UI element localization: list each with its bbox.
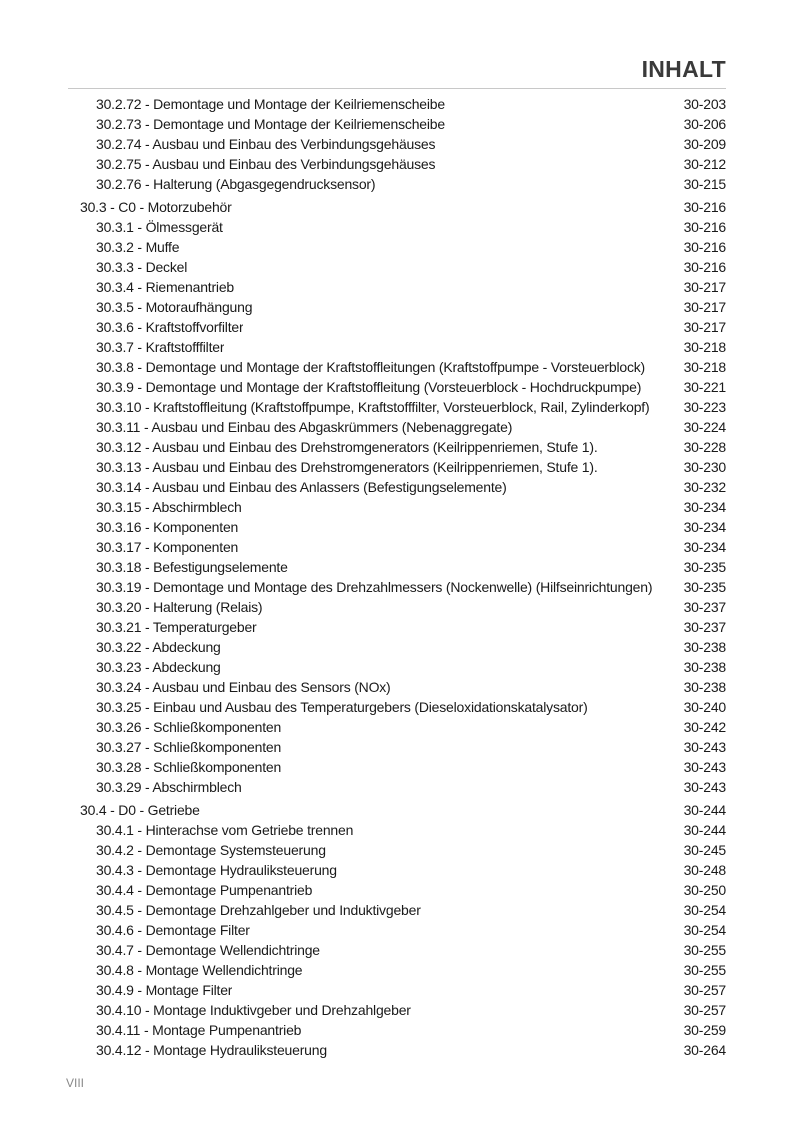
toc-entry-page: 30-254 xyxy=(683,902,726,918)
toc-entry[interactable] xyxy=(80,317,726,337)
toc-entry-page: 30-216 xyxy=(683,259,726,275)
toc-entry[interactable] xyxy=(80,457,726,477)
toc-entry[interactable] xyxy=(80,960,726,980)
toc-entry-title: 30.2.72 - Demontage und Montage der Keilriemenscheibe xyxy=(96,96,445,112)
toc-entry-page: 30-237 xyxy=(683,619,726,635)
toc-entry-page: 30-240 xyxy=(683,699,726,715)
toc-entry[interactable] xyxy=(80,940,726,960)
toc-entry-title: 30.3.1 - Ölmessgerät xyxy=(96,219,223,235)
toc-entry[interactable] xyxy=(80,777,726,797)
toc-entry-page: 30-206 xyxy=(683,116,726,132)
toc-entry-page: 30-257 xyxy=(683,982,726,998)
toc-entry-page: 30-212 xyxy=(683,156,726,172)
toc-entry-title: 30.3.14 - Ausbau und Einbau des Anlassers (Befestigungselemente) xyxy=(96,479,507,495)
toc-entry-title: 30.3.19 - Demontage und Montage des Drehzahlmessers (Nockenwelle) (Hilfseinrichtungen) xyxy=(96,579,653,595)
toc-entry-page: 30-237 xyxy=(683,599,726,615)
toc-entry[interactable] xyxy=(80,357,726,377)
toc-entry[interactable] xyxy=(80,517,726,537)
toc-entry-title: 30.3 - C0 - Motorzubehör xyxy=(80,199,232,215)
toc-entry-page: 30-244 xyxy=(683,802,726,818)
toc-entry-page: 30-216 xyxy=(683,219,726,235)
toc-entry[interactable] xyxy=(80,277,726,297)
toc-entry-title: 30.3.7 - Kraftstofffilter xyxy=(96,339,225,355)
toc-entry[interactable] xyxy=(80,880,726,900)
toc-entry-page: 30-216 xyxy=(683,239,726,255)
toc-entry[interactable] xyxy=(80,1040,726,1060)
toc-entry-page: 30-217 xyxy=(683,279,726,295)
toc-entry-title: 30.2.74 - Ausbau und Einbau des Verbindungsgehäuses xyxy=(96,136,436,152)
toc-entry-title: 30.4.4 - Demontage Pumpenantrieb xyxy=(96,882,313,898)
toc-entry-title: 30.3.28 - Schließkomponenten xyxy=(96,759,282,775)
toc-entry[interactable] xyxy=(80,257,726,277)
toc-entry[interactable] xyxy=(80,557,726,577)
toc-entry-title: 30.3.3 - Deckel xyxy=(96,259,188,275)
toc-entry-title: 30.3.16 - Komponenten xyxy=(96,519,239,535)
toc-entry-page: 30-235 xyxy=(683,559,726,575)
toc-entry-title: 30.3.26 - Schließkomponenten xyxy=(96,719,282,735)
toc-entry[interactable] xyxy=(80,657,726,677)
toc-entry-page: 30-217 xyxy=(683,319,726,335)
toc-entry-page: 30-254 xyxy=(683,922,726,938)
toc-entry[interactable] xyxy=(80,297,726,317)
toc-entry-page: 30-242 xyxy=(683,719,726,735)
toc-entry[interactable] xyxy=(80,1020,726,1040)
toc-entry-page: 30-234 xyxy=(683,499,726,515)
toc-entry[interactable] xyxy=(80,737,726,757)
toc-entry-page: 30-216 xyxy=(683,199,726,215)
toc-entry[interactable] xyxy=(80,637,726,657)
toc-entry-title: 30.4.2 - Demontage Systemsteuerung xyxy=(96,842,326,858)
toc-entry-title: 30.3.15 - Abschirmblech xyxy=(96,499,242,515)
toc-entry-title: 30.3.27 - Schließkomponenten xyxy=(96,739,282,755)
toc-entry-page: 30-217 xyxy=(683,299,726,315)
toc-entry-title: 30.4.10 - Montage Induktivgeber und Drehzahlgeber xyxy=(96,1002,411,1018)
toc-entry-title: 30.3.12 - Ausbau und Einbau des Drehstromgenerators (Keilrippenriemen, Stufe 1). xyxy=(96,439,598,455)
toc-entry-page: 30-238 xyxy=(683,679,726,695)
toc-entry-page: 30-243 xyxy=(683,779,726,795)
table-of-contents xyxy=(80,94,726,1060)
toc-entry-page: 30-248 xyxy=(683,862,726,878)
toc-entry-title: 30.3.21 - Temperaturgeber xyxy=(96,619,257,635)
toc-entry[interactable] xyxy=(80,417,726,437)
toc-entry-title: 30.3.29 - Abschirmblech xyxy=(96,779,242,795)
toc-section-entry[interactable] xyxy=(80,197,726,217)
toc-entry-page: 30-250 xyxy=(683,882,726,898)
toc-entry-page: 30-223 xyxy=(683,399,726,415)
toc-entry-page: 30-224 xyxy=(683,419,726,435)
toc-entry-page: 30-264 xyxy=(683,1042,726,1058)
toc-entry[interactable] xyxy=(80,617,726,637)
toc-entry-page: 30-218 xyxy=(683,339,726,355)
toc-entry[interactable] xyxy=(80,94,726,114)
toc-entry[interactable] xyxy=(80,217,726,237)
toc-entry[interactable] xyxy=(80,377,726,397)
toc-entry-page: 30-228 xyxy=(683,439,726,455)
toc-entry-title: 30.4.1 - Hinterachse vom Getriebe trennen xyxy=(96,822,354,838)
toc-entry-page: 30-215 xyxy=(683,176,726,192)
toc-entry[interactable] xyxy=(80,114,726,134)
header-divider xyxy=(68,88,726,89)
toc-entry-title: 30.3.23 - Abdeckung xyxy=(96,659,221,675)
toc-entry[interactable] xyxy=(80,437,726,457)
toc-entry-title: 30.4.11 - Montage Pumpenantrieb xyxy=(96,1022,302,1038)
toc-entry[interactable] xyxy=(80,497,726,517)
toc-entry-page: 30-245 xyxy=(683,842,726,858)
toc-entry-title: 30.4 - D0 - Getriebe xyxy=(80,802,200,818)
toc-entry-title: 30.3.24 - Ausbau und Einbau des Sensors (NOx) xyxy=(96,679,391,695)
toc-entry-title: 30.3.13 - Ausbau und Einbau des Drehstromgenerators (Keilrippenriemen, Stufe 1). xyxy=(96,459,598,475)
toc-entry[interactable] xyxy=(80,134,726,154)
toc-entry-page: 30-238 xyxy=(683,639,726,655)
toc-entry[interactable] xyxy=(80,717,726,737)
toc-entry-title: 30.4.3 - Demontage Hydrauliksteuerung xyxy=(96,862,337,878)
page-number: VIII xyxy=(66,1076,85,1090)
toc-entry[interactable] xyxy=(80,237,726,257)
toc-entry[interactable] xyxy=(80,597,726,617)
toc-entry-title: 30.4.5 - Demontage Drehzahlgeber und Induktivgeber xyxy=(96,902,421,918)
toc-entry-title: 30.3.11 - Ausbau und Einbau des Abgaskrümmers (Nebenaggregate) xyxy=(96,419,513,435)
toc-entry-page: 30-259 xyxy=(683,1022,726,1038)
toc-entry-page: 30-243 xyxy=(683,739,726,755)
toc-entry-title: 30.3.8 - Demontage und Montage der Kraftstoffleitungen (Kraftstoffpumpe - Vorsteuerblock) xyxy=(96,359,646,375)
toc-entry-title: 30.3.18 - Befestigungselemente xyxy=(96,559,288,575)
toc-entry-title: 30.4.12 - Montage Hydrauliksteuerung xyxy=(96,1042,327,1058)
toc-entry[interactable] xyxy=(80,900,726,920)
toc-entry-title: 30.4.8 - Montage Wellendichtringe xyxy=(96,962,303,978)
toc-entry-title: 30.2.73 - Demontage und Montage der Keilriemenscheibe xyxy=(96,116,445,132)
toc-entry-page: 30-243 xyxy=(683,759,726,775)
toc-entry-title: 30.3.9 - Demontage und Montage der Kraftstoffleitung (Vorsteuerblock - Hochdruckpumpe) xyxy=(96,379,642,395)
toc-entry[interactable] xyxy=(80,840,726,860)
toc-entry-page: 30-234 xyxy=(683,519,726,535)
toc-entry-page: 30-209 xyxy=(683,136,726,152)
toc-entry[interactable] xyxy=(80,860,726,880)
toc-entry[interactable] xyxy=(80,397,726,417)
toc-entry-title: 30.4.7 - Demontage Wellendichtringe xyxy=(96,942,320,958)
toc-entry-page: 30-257 xyxy=(683,1002,726,1018)
page-title: INHALT xyxy=(641,56,726,82)
toc-entry[interactable] xyxy=(80,1000,726,1020)
toc-entry[interactable] xyxy=(80,980,726,1000)
toc-entry-title: 30.3.2 - Muffe xyxy=(96,239,180,255)
toc-entry-title: 30.3.22 - Abdeckung xyxy=(96,639,221,655)
toc-entry-page: 30-235 xyxy=(683,579,726,595)
toc-entry-page: 30-232 xyxy=(683,479,726,495)
toc-entry[interactable] xyxy=(80,174,726,194)
toc-entry-title: 30.2.75 - Ausbau und Einbau des Verbindungsgehäuses xyxy=(96,156,436,172)
toc-entry-title: 30.3.5 - Motoraufhängung xyxy=(96,299,253,315)
toc-entry-title: 30.3.4 - Riemenantrieb xyxy=(96,279,235,295)
toc-entry-page: 30-244 xyxy=(683,822,726,838)
toc-entry[interactable] xyxy=(80,577,726,597)
toc-entry-page: 30-255 xyxy=(683,942,726,958)
toc-entry[interactable] xyxy=(80,337,726,357)
toc-entry-title: 30.3.17 - Komponenten xyxy=(96,539,239,555)
toc-entry[interactable] xyxy=(80,920,726,940)
toc-entry[interactable] xyxy=(80,154,726,174)
toc-entry[interactable] xyxy=(80,820,726,840)
toc-entry[interactable] xyxy=(80,537,726,557)
toc-entry-page: 30-255 xyxy=(683,962,726,978)
toc-entry-title: 30.3.20 - Halterung (Relais) xyxy=(96,599,263,615)
toc-entry[interactable] xyxy=(80,757,726,777)
toc-section-entry[interactable] xyxy=(80,800,726,820)
toc-entry-page: 30-221 xyxy=(683,379,726,395)
toc-entry-title: 30.2.76 - Halterung (Abgasgegendrucksensor) xyxy=(96,176,376,192)
toc-entry[interactable] xyxy=(80,677,726,697)
toc-entry-title: 30.3.10 - Kraftstoffleitung (Kraftstoffpumpe, Kraftstofffilter, Vorsteuerblock, Rail, Zylinderkopf) xyxy=(96,399,650,415)
toc-entry-page: 30-238 xyxy=(683,659,726,675)
toc-entry-page: 30-230 xyxy=(683,459,726,475)
toc-entry-title: 30.4.9 - Montage Filter xyxy=(96,982,233,998)
toc-entry-title: 30.3.6 - Kraftstoffvorfilter xyxy=(96,319,244,335)
toc-entry-page: 30-218 xyxy=(683,359,726,375)
toc-entry[interactable] xyxy=(80,477,726,497)
toc-entry-page: 30-203 xyxy=(683,96,726,112)
toc-entry-title: 30.3.25 - Einbau und Ausbau des Temperaturgebers (Dieseloxidationskatalysator) xyxy=(96,699,588,715)
toc-entry-title: 30.4.6 - Demontage Filter xyxy=(96,922,250,938)
toc-entry-page: 30-234 xyxy=(683,539,726,555)
toc-entry[interactable] xyxy=(80,697,726,717)
